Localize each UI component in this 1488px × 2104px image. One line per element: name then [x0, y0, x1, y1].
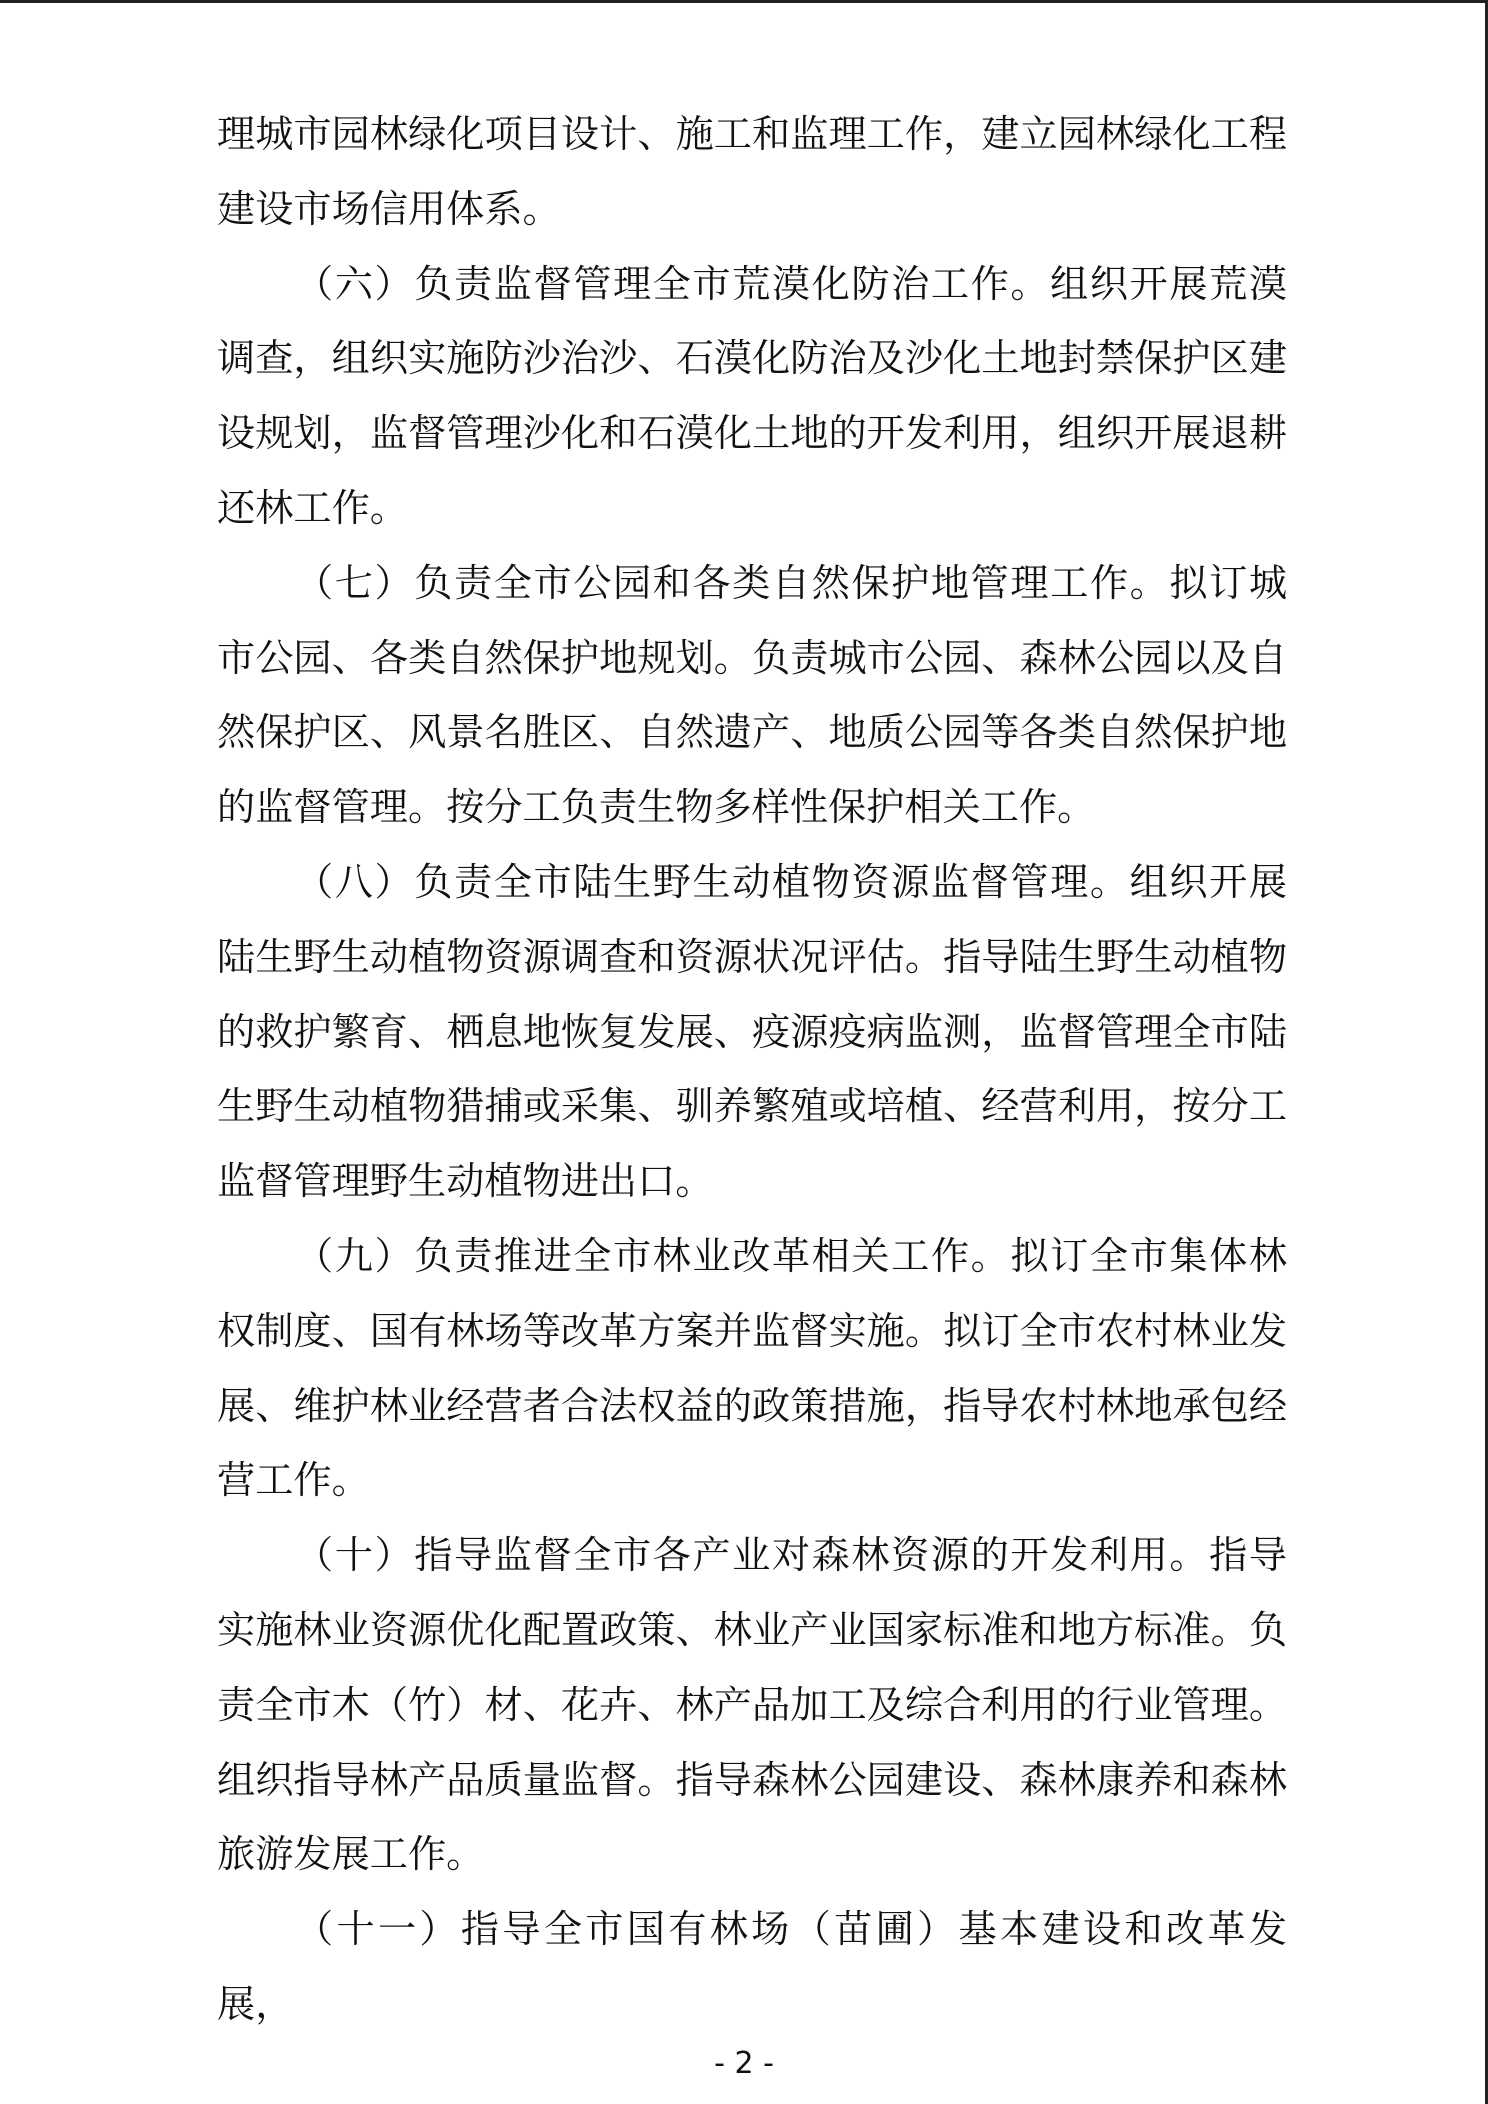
paragraph-6: （六）负责监督管理全市荒漠化防治工作。组织开展荒漠调查，组织实施防沙治沙、石漠化防治及沙化土地封禁保护区建设规划，监督管理沙化和石漠化土地的开发利用，组织开展退耕还林工作。	[217, 262, 1287, 531]
paragraph-8: （八）负责全市陆生野生动植物资源监督管理。组织开展陆生野生动植物资源调查和资源状况评估。指导陆生野生动植物的救护繁育、栖息地恢复发展、疫源疫病监测，监督管理全市陆生野生动植物猎捕或采集、驯养繁殖或培植、经营利用，按分工监督管理野生动植物进出口。	[217, 860, 1287, 1205]
paragraph-continued: 理城市园林绿化项目设计、施工和监理工作，建立园林绿化工程建设市场信用体系。	[217, 113, 1287, 232]
document-body	[217, 98, 1287, 2043]
page-edge-top	[0, 0, 1488, 3]
paragraph-9: （九）负责推进全市林业改革相关工作。拟订全市集体林权制度、国有林场等改革方案并监督实施。拟订全市农村林业发展、维护林业经营者合法权益的政策措施，指导农村林地承包经营工作。	[217, 1234, 1287, 1504]
paragraph-7: （七）负责全市公园和各类自然保护地管理工作。拟订城市公园、各类自然保护地规划。负责城市公园、森林公园以及自然保护区、风景名胜区、自然遗产、地质公园等各类自然保护地的监督管理。按分工负责生物多样性保护相关工作。	[217, 561, 1287, 831]
paragraph-11: （十一）指导全市国有林场（苗圃）基本建设和改革发展，	[217, 1908, 1287, 2027]
page-number: - 2 -	[714, 2046, 774, 2081]
paragraph-10: （十）指导监督全市各产业对森林资源的开发利用。指导实施林业资源优化配置政策、林业产业国家标准和地方标准。负责全市木（竹）材、花卉、林产品加工及综合利用的行业管理。组织指导林产品质量监督。指导森林公园建设、森林康养和森林旅游发展工作。	[217, 1534, 1287, 1878]
